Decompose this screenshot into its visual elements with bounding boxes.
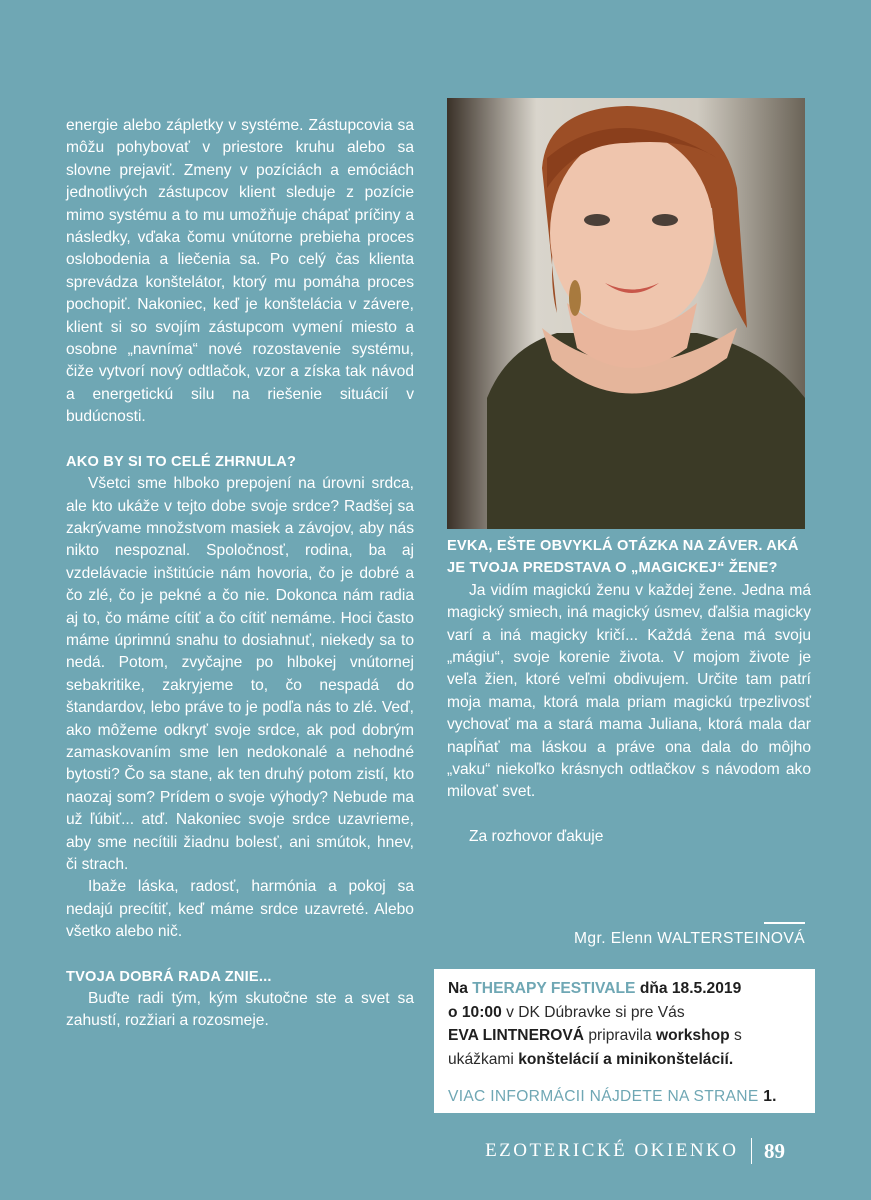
promo-presenter: EVA LINTNEROVÁ: [448, 1027, 585, 1044]
right-column: [447, 535, 811, 848]
question-summary: AKO BY SI TO CELÉ ZHRNULA?: [66, 453, 297, 470]
answer-magic-woman: Ja vidím magickú ženu v každej žene. Jedna má magický smiech, iná magický úsmev, ďalšia magicky varí a iná magicky kričí... Každá žena má svoju „mágiu“, svoje korenie života. V mojom živote je veľa žien, ktoré veľmi obdivujem. Určite tam patrí moja mama, ktorá mala priam magickú trpezlivosť vychovať ma a stará mama Juliana, ktorá mala dar napĺňať ma láskou a práve ona dala do môjho „vaku“ niekoľko krásnych odtlačkov s návodom ako milovať svet.: [447, 581, 811, 801]
footer-divider: [751, 1138, 753, 1164]
signature-divider: [764, 922, 805, 924]
answer-summary-paragraph-2: Ibaže láska, radosť, harmónia a pokoj sa nedajú precítiť, keď máme srdce uzavreté. Alebo všetko alebo nič.: [66, 878, 414, 941]
signature: Mgr. Elenn WALTERSTEINOVÁ: [574, 930, 805, 947]
promo-festival-name: THERAPY FESTIVALE: [472, 980, 636, 997]
promo-time: o 10:00: [448, 1003, 502, 1021]
promo-demos: ukážkami: [448, 1050, 514, 1068]
promo-date: dňa 18.5.2019: [639, 980, 742, 997]
page-footer: [485, 1138, 785, 1164]
answer-advice: Buďte radi tým, kým skutočne ste a svet sa zahustí, rozžiari a rozosmeje.: [66, 990, 414, 1030]
page-number: 89: [764, 1138, 785, 1163]
more-info-text: VIAC INFORMÁCII NÁJDETE NA STRANE: [448, 1088, 759, 1105]
promo-place: v DK Dúbravke si pre Vás: [506, 1003, 685, 1021]
question-magic-woman: EVKA, EŠTE OBVYKLÁ OTÁZKA NA ZÁVER. AKÁ JE TVOJA PREDSTAVA O „MAGICKEJ“ ŽENE?: [447, 538, 799, 577]
more-info-page: 1.: [763, 1088, 777, 1105]
promo-workshop: workshop: [656, 1027, 730, 1044]
promo-topics: konštelácií a minikonštelácií.: [518, 1050, 734, 1068]
intro-paragraph: energie alebo zápletky v systéme. Zástupcovia sa môžu pohybovať v priestore kruhu alebo sa slovne prejaviť. Zmeny v pozíciách a emóciách jednotlivých zástupcov klient sleduje z pozície mimo systému a to mu umožňuje chápať príčiny a následky, vďaka čomu vnútorne prebieha proces oslobodenia a liečenia sa. Po celý čas klienta sprevádza konštelátor, ktorý mu pomáha proces pochopiť. Nakoniec, keď je konštelácia v závere, klient si so svojím zástupcom vymení miesto a osobne „navníma“ nové rozostavenie systému, čiže vytvorí nový odtlačok, vzor a získa tak návod a energetickú silu na riešenie situácií v budúcnosti.: [66, 117, 414, 426]
portrait-photo: [447, 98, 805, 529]
event-promo-box: [434, 969, 815, 1113]
section-title: EZOTERICKÉ OKIENKO: [485, 1140, 739, 1161]
promo-prepared: pripravila: [588, 1027, 652, 1044]
more-info-line: [448, 1085, 777, 1109]
question-advice: TVOJA DOBRÁ RADA ZNIE...: [66, 968, 272, 985]
answer-summary-paragraph-1: Všetci sme hlboko prepojení na úrovni srdca, ale kto ukáže v tejto dobe svoje srdce? Radšej sa zakrývame množstvom masiek a závojov, aby nás nikto nespoznal. Spoločnosť, rodina, ba aj vzdelávacie inštitúcie nám hovoria, čo je dobré a čo zlé, čo je pekné a čo nie. Dokonca nám radia aj to, čo máme cítiť a čo cítiť nemáme. Hoci často máme úprimnú snahu to dosiahnuť, niekedy sa to nedá. Potom, zvyčajne po hlbokej vnútornej sebakritike, zakryjeme to, čo nespadá do štandardov, lebo práve to je podľa nás to zlé. Veď, ako môžeme odkryť svoje srdce, ak pod dobrým zamaskovaním sme len nedokonalé a nehodné bytosti? Čo sa stane, ak ten druhý potom zistí, kto naozaj som? Prídem o svoje výhody? Nebude ma už ľúbiť... atď. Nakoniec svoje srdce uzavrieme, aby sme necítili žiadnu bolesť, ani smútok, hnev, či strach.: [66, 475, 414, 873]
thanks-line: Za rozhovor ďakuje: [469, 827, 604, 845]
promo-with: s: [734, 1027, 742, 1044]
event-promo-text: [448, 977, 803, 1071]
promo-na: Na: [448, 980, 468, 997]
left-column: [66, 115, 414, 1033]
